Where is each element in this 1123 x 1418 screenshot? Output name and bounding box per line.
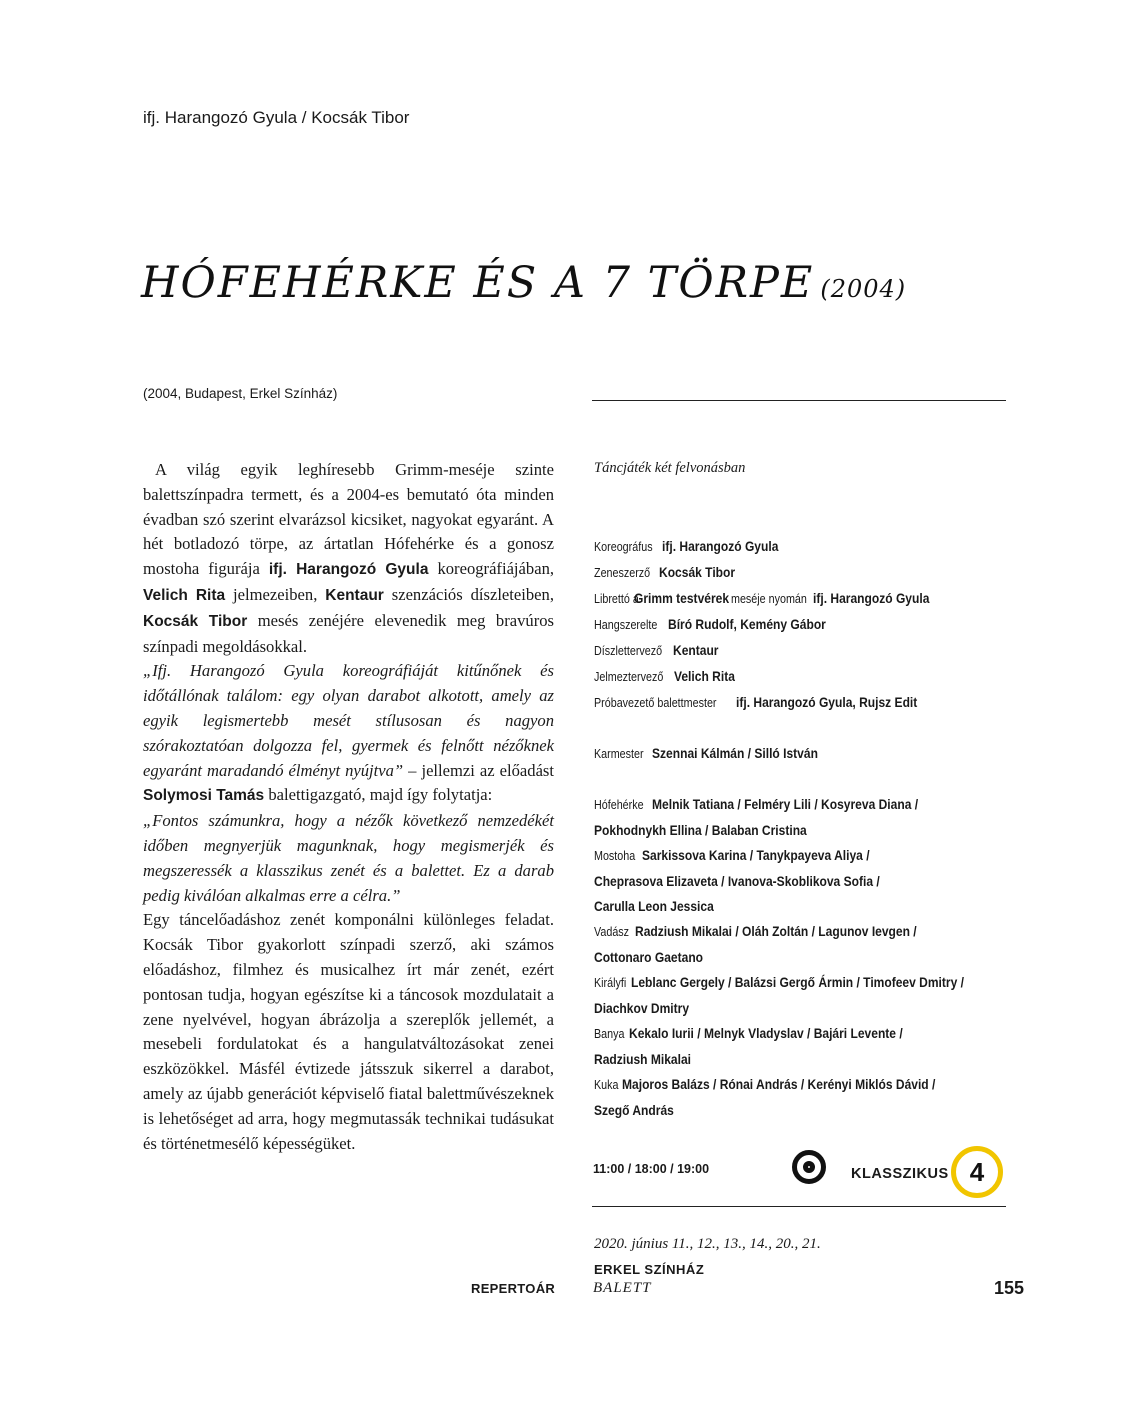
page-title: [141, 258, 906, 308]
description: [143, 458, 554, 1156]
cast-row: Mostoha Sarkissova Karina / Tanykpayeva Aliya /: [594, 847, 870, 863]
cast-row: Banya Kekalo Iurii / Melnyk Vladyslav / Bajári Levente /: [594, 1025, 904, 1041]
performance-dates: 2020. június 11., 12., 13., 14., 20., 21.: [594, 1236, 821, 1252]
showtimes: 11:00 / 18:00 / 19:00: [593, 1162, 710, 1176]
category-label: KLASSZIKUS: [851, 1166, 949, 1182]
paragraph-quote: „Ifj. Harangozó Gyula koreográfiáját kitűnőnek és időtállónak találom: egy olyan darabot alkotott, amely az egyik legismertebb mesét stílusosan és nagyon szórakoztatóan dolgozza fel, gyermek és felnőtt nézőknek egyaránt maradandó élményt nyújtva” – jellemzi az előadást Solymosi Tamás balettigazgató, majd így folytatja:: [143, 661, 554, 805]
credit-row: Librettó aGrimm testvérekmeséje nyomán ifj. Harangozó Gyula: [594, 590, 930, 606]
footer-section: REPERTOÁR: [471, 1281, 556, 1296]
cast-row: Vadász Radziush Mikalai / Oláh Zoltán / Lagunov Ievgen /: [594, 923, 917, 939]
credit-row: Jelmeztervező Velich Rita: [594, 668, 736, 684]
cast-row: Királyfi Leblanc Gergely / Balázsi Gergő Ármin / Timofeev Dmitry /: [594, 974, 965, 990]
title-year: (2004): [820, 275, 907, 303]
target-icon: [792, 1150, 826, 1184]
credit-row: Próbavezető balettmester ifj. Harangozó Gyula, Rujsz Edit: [594, 694, 918, 710]
footer-category: BALETT: [593, 1280, 652, 1296]
credits: Koreográfus ifj. Harangozó Gyula Zeneszerző Kocsák Tibor Librettó aGrimm testvérekmeséje nyomán ifj. Harangozó Gyula Hangszerelte Bíró Rudolf, Kemény Gábor Díszlettervező Kentaur Jelmeztervező Velich Rita Próbavezető balettmester ifj. Harangozó Gyula, Rujsz Edit Karmester Szennai Kálmán / Silló István Hófehérke Melnik Tatiana / Felméry Lili / Kosyreva Diana / Pokhodnykh Ellina / Balaban Cristina Mostoha Sarkissova Karina / Tanykpayeva Aliya / Cheprasova Elizaveta / Ivanova-Skoblikova Sofia / Carulla Leon Jessica Vadász Radziush Mikalai / Oláh Zoltán / Lagunov Ievgen / Cottonaro Gaetano Királyfi Leblanc Gergely / Balázsi Gergő Ármin / Timofeev Dmitry / Diachkov Dmitry Banya Kekalo Iurii / Melnyk Vladyslav / Bajári Levente / Radziush Mikalai Kuka Majoros Balázs / Rónai András / Kerényi Miklós Dávid / Szegő András: [594, 534, 1014, 1123]
divider-top: [592, 400, 1006, 401]
paragraph-quote-2: „Fontos számunkra, hogy a nézők következő nemzedékét időben megnyerjük magunknak, hogy megismerjék és megszeressék a klasszikus zenét és a balettet. Ez a darab pedig kiválóan alkalmas erre a célra.”: [143, 811, 554, 905]
subtitle: Táncjáték két felvonásban: [594, 460, 746, 476]
authors: ifj. Harangozó Gyula / Kocsák Tibor: [143, 108, 410, 127]
conductor-row: Karmester Szennai Kálmán / Silló István: [594, 745, 818, 761]
premiere-info: (2004, Budapest, Erkel Színház): [143, 386, 338, 401]
paragraph-music: Egy táncelőadáshoz zenét komponálni különleges feladat. Kocsák Tibor gyakorlott színpadi szerző, aki számos előadáshoz, filmhez és musicalhez írt már zenét, ezért pontosan tudja, hogyan egészítse ki a táncosok mozdulatait a zene nyelvével, hogyan ábrázolja a szereplők jellemét, a mesebeli fordulatokat és a hangulatváltozásokat zenei eszközökkel. Másfél évtizede játsszuk sikerrel a darabot, amely az újabb generációt képviselő fiatal balettművészeknek is lehetőséget ad arra, hogy megmutassák technikai tudásukat és történetmesélő képességüket.: [143, 910, 554, 1153]
credit-row: Koreográfus ifj. Harangozó Gyula: [594, 538, 779, 554]
cast-row: Kuka Majoros Balázs / Rónai András / Kerényi Miklós Dávid /: [594, 1076, 936, 1092]
page-number: 155: [994, 1278, 1025, 1298]
credit-row: Díszlettervező Kentaur: [594, 642, 719, 658]
category-number-badge: 4: [951, 1146, 1003, 1198]
divider-bottom: [592, 1206, 1006, 1207]
venue: ERKEL SZÍNHÁZ: [594, 1262, 705, 1277]
title-text: HÓFEHÉRKE ÉS A 7 TÖRPE: [141, 258, 815, 308]
paragraph-intro: A világ egyik leghíresebb Grimm-meséje szinte balettszínpadra termett, és a 2004-es bemutató óta minden évadban szó szerint elvarázsol kicsiket, nagyokat egyaránt. A hét botladozó törpe, az ártatlan Hófehérke és a gonosz mostoha figurája ifj. Harangozó Gyula koreográfiájában, Velich Rita jelmezeiben, Kentaur szenzációs díszleteiben, Kocsák Tibor mesés zenéjére elevenedik meg bravúros színpadi megoldásokkal.: [143, 460, 555, 656]
credit-row: Zeneszerző Kocsák Tibor: [594, 564, 736, 580]
credit-row: Hangszerelte Bíró Rudolf, Kemény Gábor: [594, 616, 826, 632]
cast-row: Hófehérke Melnik Tatiana / Felméry Lili / Kosyreva Diana /: [594, 796, 918, 812]
